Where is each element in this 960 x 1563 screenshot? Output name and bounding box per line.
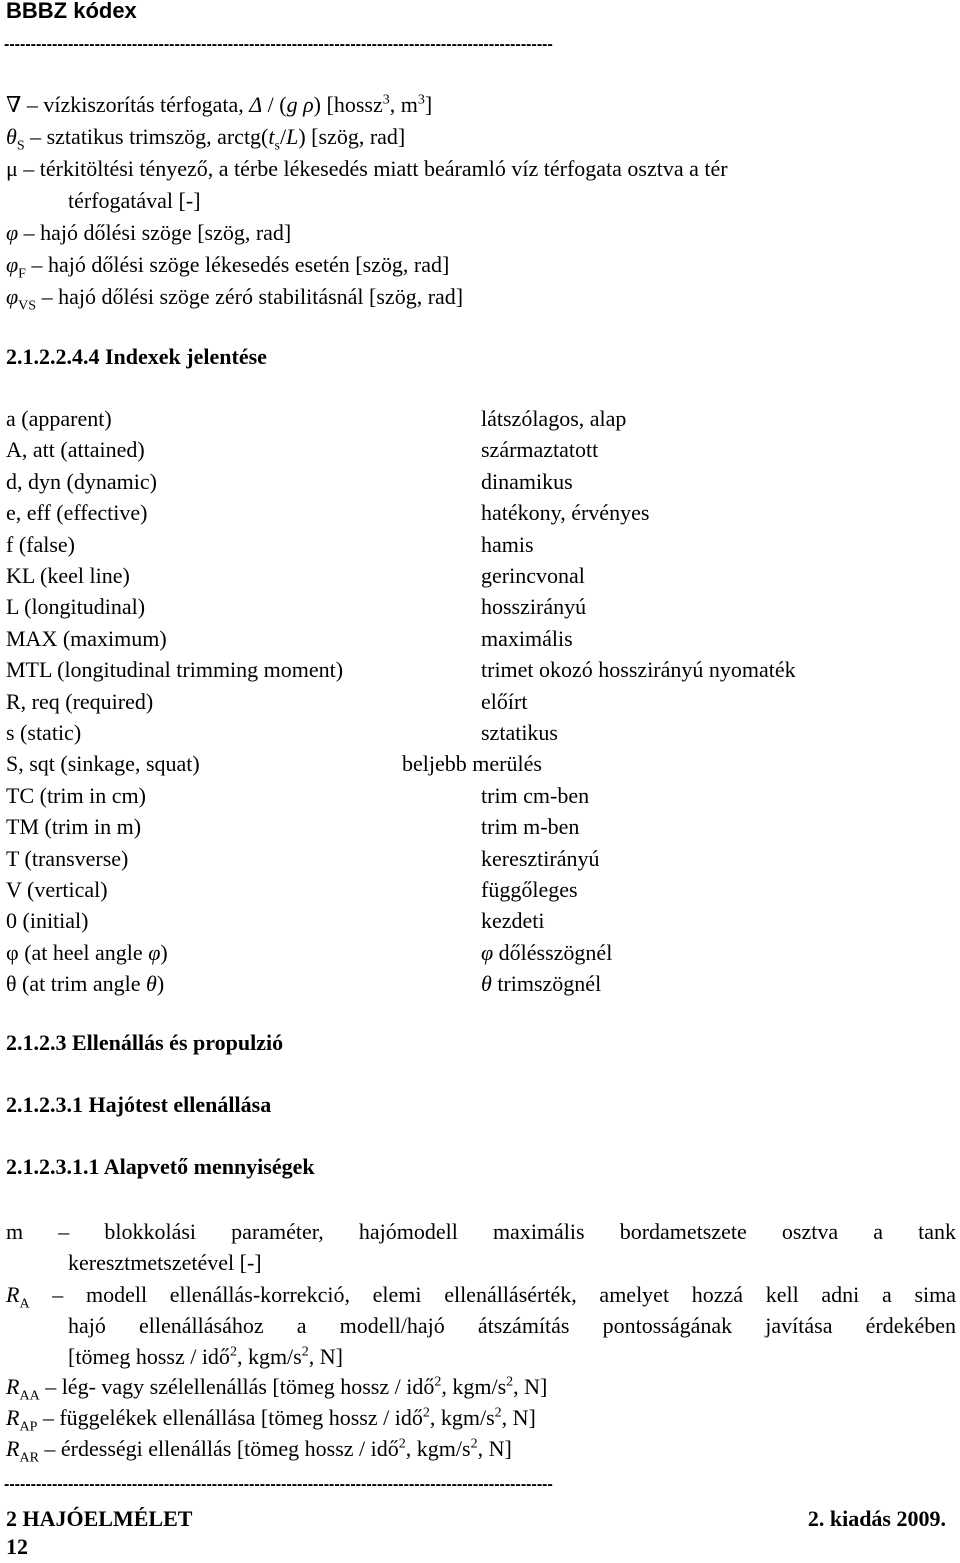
- index-meaning: dinamikus: [481, 469, 573, 494]
- index-meaning: hatékony, érvényes: [481, 500, 650, 525]
- index-term: T (transverse): [6, 846, 129, 871]
- symbol-mu-cont: térfogatával [-]: [68, 188, 201, 213]
- footer-chapter: 2 HAJÓELMÉLET: [6, 1506, 193, 1531]
- quantity-m-line2: keresztmetszetével [-]: [68, 1250, 262, 1275]
- document-header-title: BBBZ kódex: [6, 0, 137, 23]
- index-meaning: trim m-ben: [481, 814, 580, 839]
- index-meaning: θ trimszögnél: [481, 971, 602, 996]
- index-term: MTL (longitudinal trimming moment): [6, 657, 344, 682]
- index-term: e, eff (effective): [6, 500, 148, 525]
- symbol-theta-s: $\theta_S$ – sztatikus trimszög, $arctg(t_s/L)$ [szög, rad]: [6, 124, 406, 154]
- index-meaning: függőleges: [481, 877, 578, 902]
- index-meaning: előírt: [481, 689, 528, 714]
- index-meaning: beljebb merülés: [402, 751, 542, 776]
- index-meaning: származtatott: [481, 437, 599, 462]
- quantity-ra: [6, 1279, 956, 1372]
- index-term: TM (trim in m): [6, 814, 142, 839]
- index-term: L (longitudinal): [6, 594, 146, 619]
- quantity-ra-line2: hajó ellenállásához a modell/hajó átszámítás pontosságának javítása érdekében: [68, 1313, 956, 1338]
- index-meaning: látszólagos, alap: [481, 406, 627, 431]
- section-heading-indexek: 2.1.2.2.4.4 Indexek jelentése: [6, 344, 267, 369]
- symbol-nabla: ∇ – vízkiszorítás térfogata, Δ / (g ρ) [hossz$^3$, $m^3$]: [6, 92, 433, 117]
- quantity-raa: $R_{AA}$ – lég- vagy szélellenállás [tömeg hossz / idő$^2$, kgm/$s^2$, N]: [6, 1374, 548, 1404]
- index-term: φ (at heel angle φ): [6, 940, 168, 965]
- index-term: MAX (maximum): [6, 626, 167, 651]
- index-meaning: trimet okozó hosszirányú nyomaték: [481, 657, 796, 682]
- index-term: d, dyn (dynamic): [6, 469, 157, 494]
- index-meaning: hamis: [481, 532, 534, 557]
- section-heading-ellenallas: 2.1.2.3 Ellenállás és propulzió: [6, 1030, 284, 1055]
- quantity-rar: $R_{AR}$ – érdességi ellenállás [tömeg hossz / idő$^2$, kgm/$s^2$, N]: [6, 1436, 512, 1466]
- header-separator: -------------------------------------------------------------------------------------------------------: [4, 36, 553, 53]
- footer-separator: -------------------------------------------------------------------------------------------------------: [4, 1476, 553, 1493]
- index-meaning: trim cm-ben: [481, 783, 590, 808]
- index-term: A, att (attained): [6, 437, 145, 462]
- quantity-ra-line1: $R_A$ – modell ellenállás-korrekció, elemi ellenállásérték, amelyet hozzá kell adni a sima: [6, 1282, 956, 1312]
- section-heading-alapveto: 2.1.2.3.1.1 Alapvető mennyiségek: [6, 1154, 315, 1179]
- index-term: TC (trim in cm): [6, 783, 146, 808]
- index-term: KL (keel line): [6, 563, 130, 588]
- symbol-phi-f: $\varphi_F$ – hajó dőlési szöge lékesedés esetén [szög, rad]: [6, 252, 450, 282]
- index-meaning: hosszirányú: [481, 594, 587, 619]
- footer-page-number: 12: [6, 1534, 28, 1559]
- quantity-rap: $R_{AP}$ – függelékek ellenállása [tömeg hossz / idő$^2$, kgm/$s^2$, N]: [6, 1405, 536, 1435]
- symbol-phi: φ – hajó dőlési szöge [szög, rad]: [6, 220, 292, 245]
- index-meaning: maximális: [481, 626, 573, 651]
- footer-edition: 2. kiadás 2009.: [807, 1506, 946, 1531]
- quantity-m-line1: m – blokkolási paraméter, hajómodell maximális bordametszete osztva a tank: [6, 1219, 956, 1244]
- index-meaning: φ dőlésszögnél: [481, 940, 613, 965]
- quantity-m: [6, 1216, 956, 1278]
- index-term: s (static): [6, 720, 82, 745]
- index-term: S, sqt (sinkage, squat): [6, 751, 200, 776]
- index-meaning: keresztirányú: [481, 846, 600, 871]
- section-heading-hajotest: 2.1.2.3.1 Hajótest ellenállása: [6, 1092, 272, 1117]
- index-term: θ (at trim angle θ): [6, 971, 165, 996]
- index-term: 0 (initial): [6, 908, 89, 933]
- index-term: a (apparent): [6, 406, 112, 431]
- index-term: R, req (required): [6, 689, 154, 714]
- quantity-ra-line3: [tömeg hossz / idő$^2$, kgm/$s^2$, N]: [68, 1344, 343, 1369]
- symbol-mu: μ – térkitöltési tényező, a térbe lékesedés miatt beáramló víz térfogata osztva a tér: [6, 156, 728, 181]
- symbol-phi-vs: $\varphi_{VS}$ – hajó dőlési szöge zéró stabilitásnál [szög, rad]: [6, 284, 464, 314]
- index-meaning: kezdeti: [481, 908, 545, 933]
- index-meaning: sztatikus: [481, 720, 558, 745]
- index-term: f (false): [6, 532, 76, 557]
- index-meaning: gerincvonal: [481, 563, 585, 588]
- index-term: V (vertical): [6, 877, 108, 902]
